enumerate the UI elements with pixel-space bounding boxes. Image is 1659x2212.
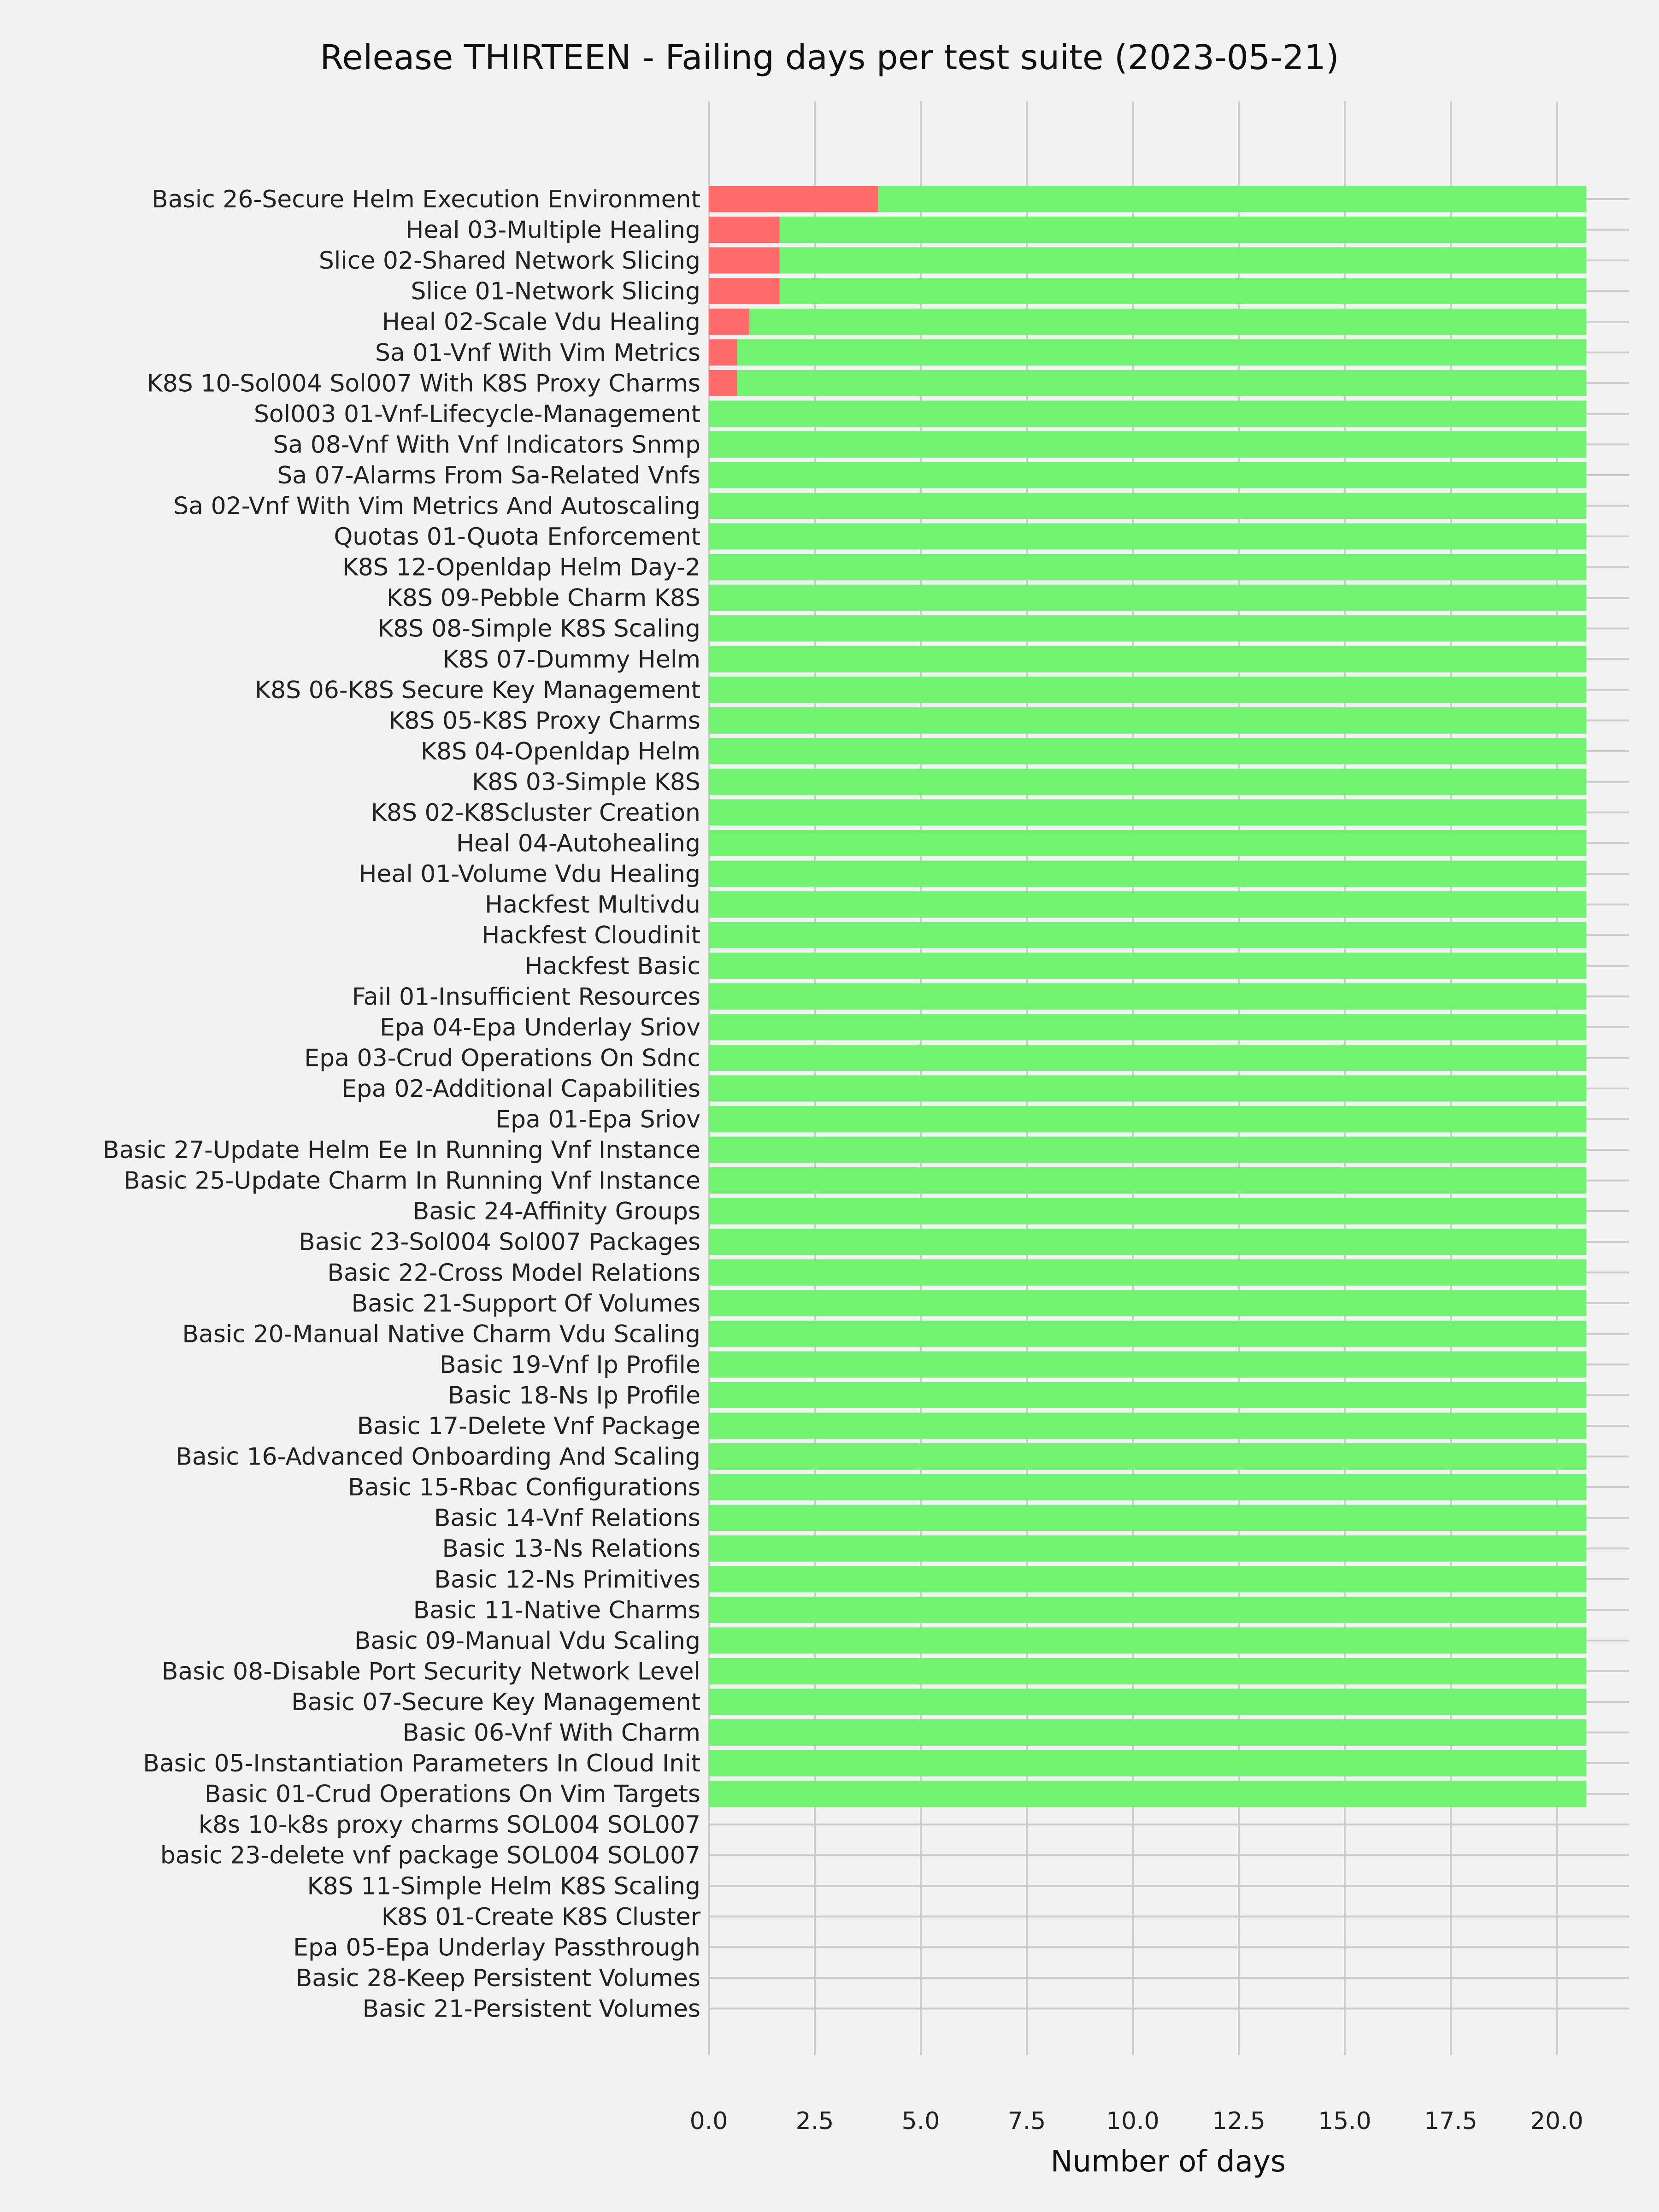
bar-pass	[709, 953, 1586, 979]
y-tick-label: Sa 07-Alarms From Sa-Related Vnfs	[277, 461, 700, 489]
bar-pass	[709, 1045, 1586, 1071]
y-tick-label: Basic 26-Secure Helm Execution Environment	[152, 186, 700, 213]
y-tick-label: Basic 01-Crud Operations On Vim Targets	[204, 1780, 700, 1808]
y-tick-label: Fail 01-Insufficient Resources	[352, 983, 700, 1011]
y-tick-label: Basic 08-Disable Port Security Network Level	[161, 1658, 700, 1686]
y-tick-label: K8S 05-K8S Proxy Charms	[388, 707, 700, 735]
bar-pass	[709, 1075, 1586, 1101]
bar-pass	[709, 1566, 1586, 1592]
y-tick-label: Basic 11-Native Charms	[413, 1596, 700, 1624]
y-tick-label: Basic 27-Update Helm Ee In Running Vnf Instance	[102, 1136, 700, 1165]
bar-pass	[709, 677, 1586, 703]
bar-pass	[709, 1290, 1586, 1316]
y-tick-label: Basic 20-Manual Native Charm Vdu Scaling	[182, 1320, 700, 1348]
y-tick-label: Basic 07-Secure Key Management	[291, 1688, 700, 1716]
y-tick-label: Epa 04-Epa Underlay Sriov	[380, 1013, 700, 1041]
bar-fail	[709, 370, 737, 396]
bar-pass	[709, 1137, 1586, 1163]
x-tick-label: 20.0	[1530, 2107, 1583, 2135]
y-tick-label: Heal 01-Volume Vdu Healing	[359, 860, 700, 888]
y-tick-label: Hackfest Cloudinit	[482, 922, 700, 950]
y-tick-label: Basic 06-Vnf With Charm	[402, 1719, 700, 1747]
y-tick-label: Basic 12-Ns Primitives	[434, 1565, 700, 1594]
y-tick-label: Basic 05-Instantiation Parameters In Cloud Init	[143, 1750, 700, 1778]
x-tick-label: 12.5	[1212, 2107, 1265, 2135]
x-tick-label: 15.0	[1318, 2107, 1371, 2135]
y-tick-label: Basic 21-Persistent Volumes	[362, 1995, 700, 2023]
y-tick-label: K8S 11-Simple Helm K8S Scaling	[307, 1872, 700, 1900]
bar-pass	[709, 1474, 1586, 1500]
bar-pass	[709, 1167, 1586, 1194]
bar-pass	[780, 247, 1587, 274]
y-tick-label: basic 23-delete vnf package SOL004 SOL007	[160, 1841, 700, 1870]
y-tick-label: Basic 22-Cross Model Relations	[327, 1259, 700, 1287]
y-tick-label: Quotas 01-Quota Enforcement	[334, 523, 700, 551]
y-tick-label: Heal 04-Autohealing	[456, 830, 700, 858]
y-tick-label: Basic 16-Advanced Onboarding And Scaling	[176, 1443, 700, 1471]
x-tick-label: 17.5	[1424, 2107, 1477, 2135]
x-axis-label: Number of days	[1050, 2145, 1286, 2179]
x-tick-label: 10.0	[1106, 2107, 1159, 2135]
bar-pass	[709, 400, 1586, 427]
bar-pass	[709, 524, 1586, 550]
bar-pass	[709, 615, 1586, 641]
bar-pass	[709, 1505, 1586, 1531]
bar-fail	[709, 247, 780, 274]
chart-title: Release THIRTEEN - Failing days per test suite (2023-05-21)	[320, 38, 1339, 77]
bar-pass	[709, 1781, 1586, 1807]
bar-pass	[709, 1229, 1586, 1255]
bar-pass	[709, 1597, 1586, 1623]
bar-pass	[709, 1382, 1586, 1408]
y-tick-label: K8S 06-K8S Secure Key Management	[254, 676, 700, 704]
bar-pass	[709, 800, 1586, 826]
y-tick-label: K8S 08-Simple K8S Scaling	[377, 615, 700, 643]
x-tick-label: 2.5	[795, 2107, 834, 2135]
bar-pass	[709, 585, 1586, 611]
y-tick-label: K8S 03-Simple K8S	[472, 768, 700, 796]
y-tick-label: K8S 07-Dummy Helm	[442, 646, 700, 674]
bar-pass	[709, 554, 1586, 580]
bar-pass	[709, 1321, 1586, 1347]
y-tick-label: Basic 21-Support Of Volumes	[351, 1289, 700, 1318]
bar-pass	[709, 1627, 1586, 1653]
bar-pass	[709, 1443, 1586, 1470]
y-tick-label: Slice 02-Shared Network Slicing	[318, 247, 700, 275]
bar-pass	[749, 309, 1586, 335]
bar-pass	[709, 1688, 1586, 1715]
bar-pass	[709, 922, 1586, 948]
bar-pass	[709, 830, 1586, 856]
bar-pass	[709, 707, 1586, 734]
y-tick-label: Hackfest Multivdu	[485, 891, 700, 919]
bar-pass	[709, 769, 1586, 795]
y-tick-label: Basic 18-Ns Ip Profile	[447, 1382, 700, 1410]
y-tick-label: Basic 24-Affinity Groups	[412, 1198, 700, 1226]
y-tick-label: K8S 02-K8Scluster Creation	[371, 799, 700, 827]
y-tick-label: Sa 01-Vnf With Vim Metrics	[375, 339, 700, 367]
bar-pass	[709, 1014, 1586, 1040]
y-tick-label: Basic 28-Keep Persistent Volumes	[295, 1964, 700, 1992]
bar-pass	[709, 431, 1586, 458]
y-tick-label: Basic 23-Sol004 Sol007 Packages	[299, 1228, 700, 1256]
y-tick-label: Basic 25-Update Charm In Running Vnf Instance	[124, 1167, 700, 1195]
bar-fail	[709, 339, 737, 365]
y-tick-label: Basic 09-Manual Vdu Scaling	[354, 1627, 700, 1655]
bar-pass	[709, 646, 1586, 672]
y-tick-label: Slice 01-Network Slicing	[411, 277, 700, 306]
bar-pass	[709, 1535, 1586, 1562]
y-tick-label: Heal 02-Scale Vdu Healing	[382, 308, 700, 336]
bar-pass	[709, 738, 1586, 764]
bar-pass	[709, 1106, 1586, 1132]
y-tick-label: Basic 19-Vnf Ip Profile	[439, 1351, 700, 1379]
y-tick-label: Basic 15-Rbac Configurations	[348, 1474, 700, 1502]
bar-pass	[709, 891, 1586, 918]
bar-pass	[878, 186, 1586, 212]
y-tick-label: Epa 05-Epa Underlay Passthrough	[293, 1934, 700, 1962]
y-tick-label: K8S 12-Openldap Helm Day-2	[342, 553, 700, 582]
bar-pass	[709, 1719, 1586, 1746]
bar-pass	[780, 217, 1587, 243]
y-tick-label: K8S 01-Create K8S Cluster	[381, 1903, 700, 1931]
bar-pass	[709, 983, 1586, 1010]
bar-pass	[737, 339, 1587, 365]
y-tick-label: Epa 03-Crud Operations On Sdnc	[304, 1044, 700, 1072]
x-tick-label: 5.0	[901, 2107, 940, 2135]
x-tick-label: 7.5	[1007, 2107, 1046, 2135]
x-tick-label: 0.0	[689, 2107, 728, 2135]
bar-pass	[709, 1351, 1586, 1377]
y-tick-label: K8S 09-Pebble Charm K8S	[386, 584, 700, 612]
y-tick-label: Hackfest Basic	[524, 952, 700, 980]
y-tick-label: k8s 10-k8s proxy charms SOL004 SOL007	[198, 1811, 700, 1839]
bar-fail	[709, 217, 780, 243]
y-tick-label: Basic 17-Delete Vnf Package	[357, 1412, 700, 1440]
y-tick-label: K8S 10-Sol004 Sol007 With K8S Proxy Charms	[147, 370, 700, 398]
y-tick-label: K8S 04-Openldap Helm	[420, 737, 700, 765]
bar-pass	[709, 861, 1586, 887]
bar-pass	[709, 1750, 1586, 1777]
y-tick-label: Basic 14-Vnf Relations	[434, 1504, 700, 1532]
bar-fail	[709, 278, 780, 304]
y-tick-label: Epa 01-Epa Sriov	[495, 1106, 700, 1134]
bar-pass	[709, 493, 1586, 519]
bar-pass	[709, 462, 1586, 488]
bar-pass	[737, 370, 1587, 396]
y-tick-label: Basic 13-Ns Relations	[442, 1535, 700, 1563]
bar-pass	[780, 278, 1587, 304]
bar-pass	[709, 1413, 1586, 1439]
y-tick-label: Epa 02-Additional Capabilities	[341, 1075, 700, 1103]
bar-fail	[709, 186, 878, 212]
y-tick-label: Heal 03-Multiple Healing	[406, 216, 700, 244]
y-tick-label: Sol003 01-Vnf-Lifecycle-Management	[253, 400, 700, 428]
bar-pass	[709, 1658, 1586, 1684]
x-tick-labels	[690, 2107, 1583, 2135]
y-tick-label: Sa 02-Vnf With Vim Metrics And Autoscaling	[173, 492, 700, 520]
bar-fail	[709, 309, 749, 335]
bar-pass	[709, 1198, 1586, 1224]
bar-pass	[709, 1259, 1586, 1286]
y-tick-label: Sa 08-Vnf With Vnf Indicators Snmp	[273, 431, 700, 459]
